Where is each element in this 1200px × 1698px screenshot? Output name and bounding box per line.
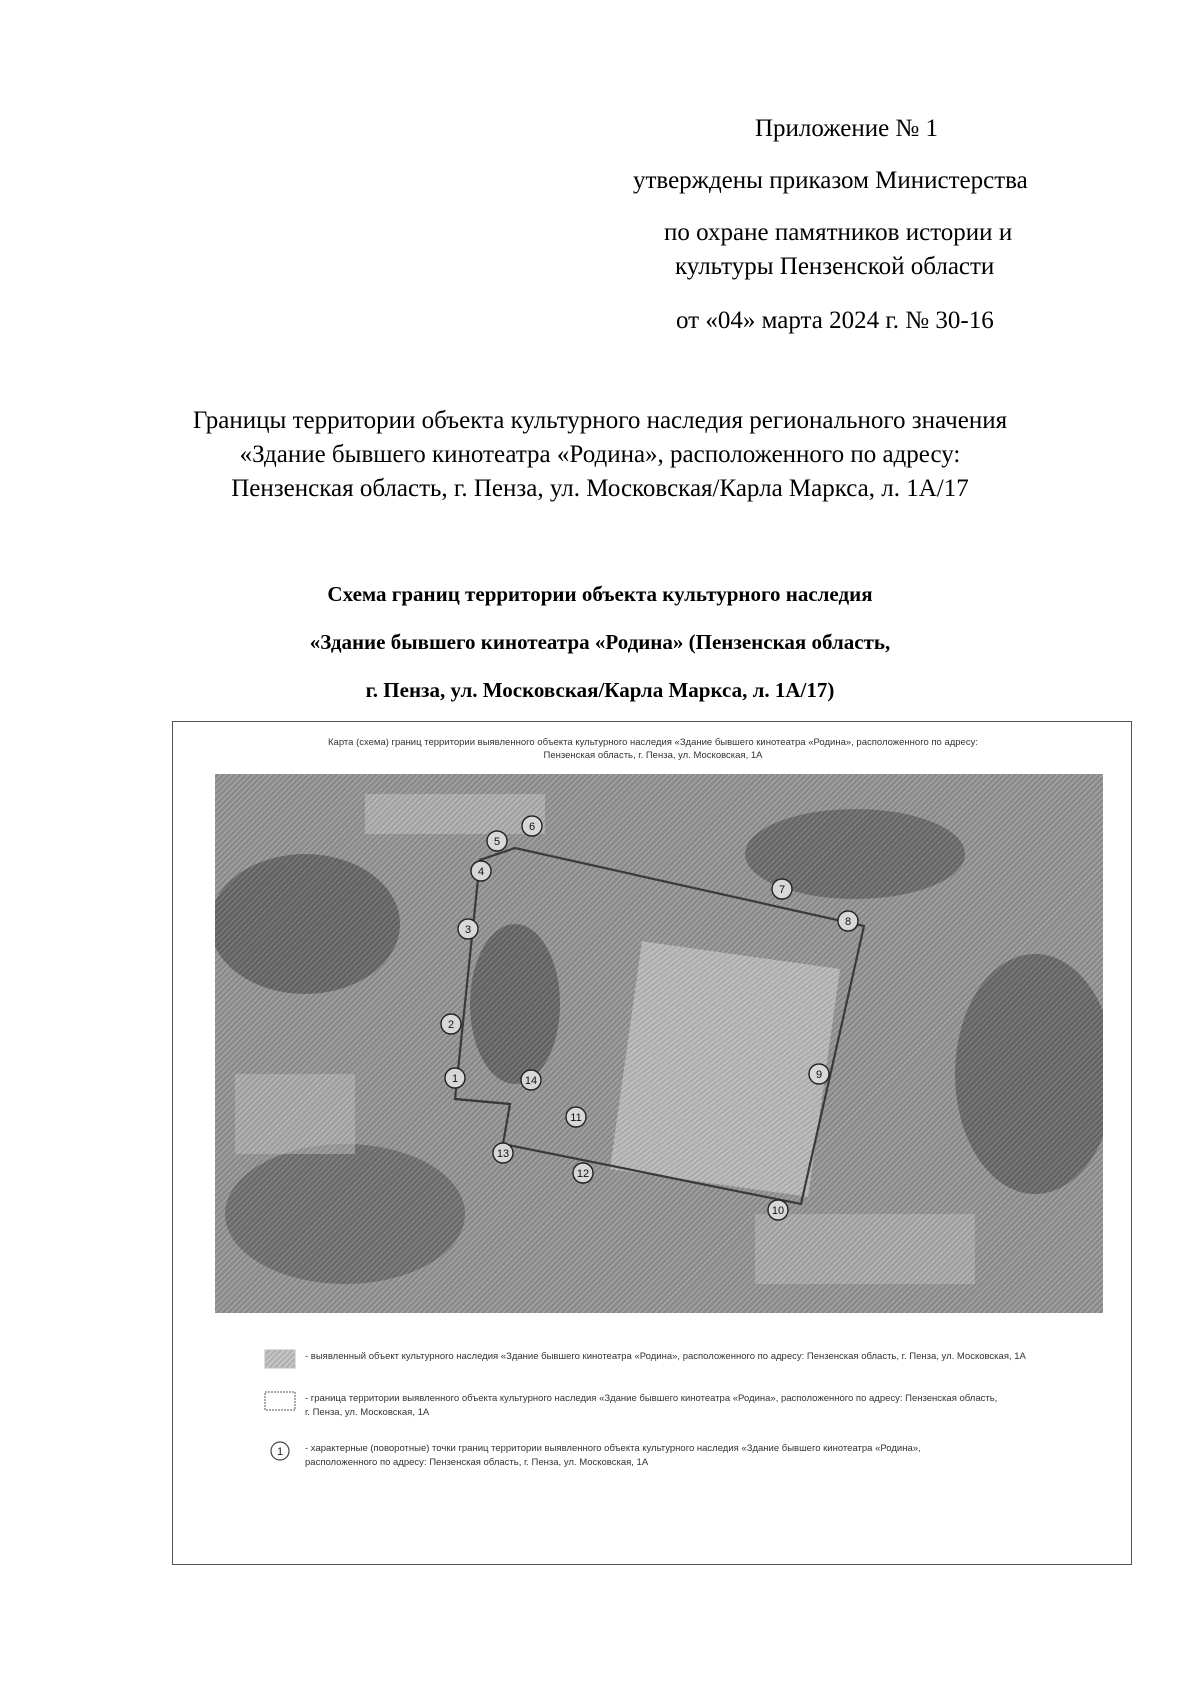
boundary-point-3 [458, 919, 478, 939]
legend-text-boundary [305, 1392, 1095, 1420]
boundary-point-label: 13 [496, 1148, 510, 1160]
boundary-point-12 [573, 1163, 593, 1183]
boundary-point-2 [441, 1014, 461, 1034]
boundary-point-label: 11 [570, 1112, 582, 1124]
aerial-map-graphic [215, 774, 1103, 1313]
legend-text-points-line1: - характерные (поворотные) точки границ территории выявленного объекта культурного наследия «Здание бывшего кинотеатра «Родина», [305, 1443, 921, 1454]
legend-text-points-line2: расположенного по адресу: Пензенская область, г. Пенза, ул. Московская, 1А [305, 1457, 649, 1468]
boundary-point-4 [471, 861, 491, 881]
title-line-1: Границы территории объекта культурного наследия регионального значения [192, 407, 1008, 434]
subtitle-line-2: «Здание бывшего кинотеатра «Родина» (Пензенская область, [309, 630, 891, 654]
boundary-point-label: 1 [451, 1073, 459, 1085]
boundary-point-label: 8 [844, 916, 852, 928]
map-caption-line-1: Карта (схема) границ территории выявленного объекта культурного наследия «Здание бывшего кинотеатра «Родина», расположенного по адресу: [328, 737, 978, 748]
legend-text-boundary-line2: г. Пенза, ул. Московская, 1А [305, 1407, 430, 1418]
legend-text-boundary-line1: - граница территории выявленного объекта культурного наследия «Здание бывшего кинотеатра «Родина», расположенного по адресу: Пензенская область, [305, 1393, 998, 1404]
boundary-point-label: 12 [576, 1168, 590, 1180]
boundary-point-11 [566, 1107, 586, 1127]
appendix-number: Приложение № 1 [755, 115, 939, 142]
legend-text-points [305, 1442, 1095, 1470]
boundary-point-label: 5 [493, 836, 501, 848]
boundary-point-5 [487, 831, 507, 851]
map-caption [173, 736, 1133, 762]
boundary-point-label: 2 [447, 1019, 455, 1031]
numbered-point-symbol [263, 1440, 297, 1462]
boundary-point-7 [772, 879, 792, 899]
boundary-point-label: 6 [528, 821, 536, 833]
boundary-point-9 [809, 1064, 829, 1084]
boundary-point-1 [445, 1068, 465, 1088]
appendix-block [0, 0, 1200, 340]
boundary-point-6 [522, 816, 542, 836]
dashed-boundary-symbol [263, 1390, 297, 1412]
boundary-point-13 [493, 1143, 513, 1163]
boundary-point-label: 7 [778, 884, 786, 896]
title-line-2: «Здание бывшего кинотеатра «Родина», расположенного по адресу: [239, 441, 961, 468]
boundary-point-label: 14 [524, 1075, 538, 1087]
boundary-point-label: 3 [464, 924, 472, 936]
appendix-approved: утверждены приказом Министерства [633, 167, 1028, 194]
boundary-point-label: 9 [815, 1069, 823, 1081]
boundary-point-14 [521, 1070, 541, 1090]
boundary-point-8 [838, 911, 858, 931]
appendix-ministry-line2: культуры Пензенской области [675, 253, 995, 280]
subtitle-line-3: г. Пенза, ул. Московская/Карла Маркса, л. 1А/17) [365, 678, 835, 702]
subtitle-line-1: Схема границ территории объекта культурного наследия [327, 582, 873, 606]
point-symbol-number: 1 [276, 1446, 284, 1458]
document-title [0, 404, 1200, 506]
boundary-point-10 [768, 1200, 788, 1220]
boundary-point-label: 4 [477, 866, 485, 878]
map-caption-line-2: Пензенская область, г. Пенза, ул. Московская, 1А [543, 750, 763, 761]
hatched-area-symbol [263, 1348, 297, 1370]
legend-text-object: - выявленный объект культурного наследия «Здание бывшего кинотеатра «Родина», расположенного по адресу: Пензенская область, г. Пенза, ул. Московская, 1А [305, 1351, 1026, 1362]
appendix-ministry-line1: по охране памятников истории и [664, 219, 1013, 246]
map-scheme-frame [172, 721, 1132, 1565]
aerial-map [215, 774, 1103, 1313]
boundary-point-label: 10 [771, 1205, 785, 1217]
title-line-3: Пензенская область, г. Пенза, ул. Московская/Карла Маркса, л. 1А/17 [231, 475, 969, 502]
appendix-order-date: от «04» марта 2024 г. № 30-16 [676, 307, 994, 334]
